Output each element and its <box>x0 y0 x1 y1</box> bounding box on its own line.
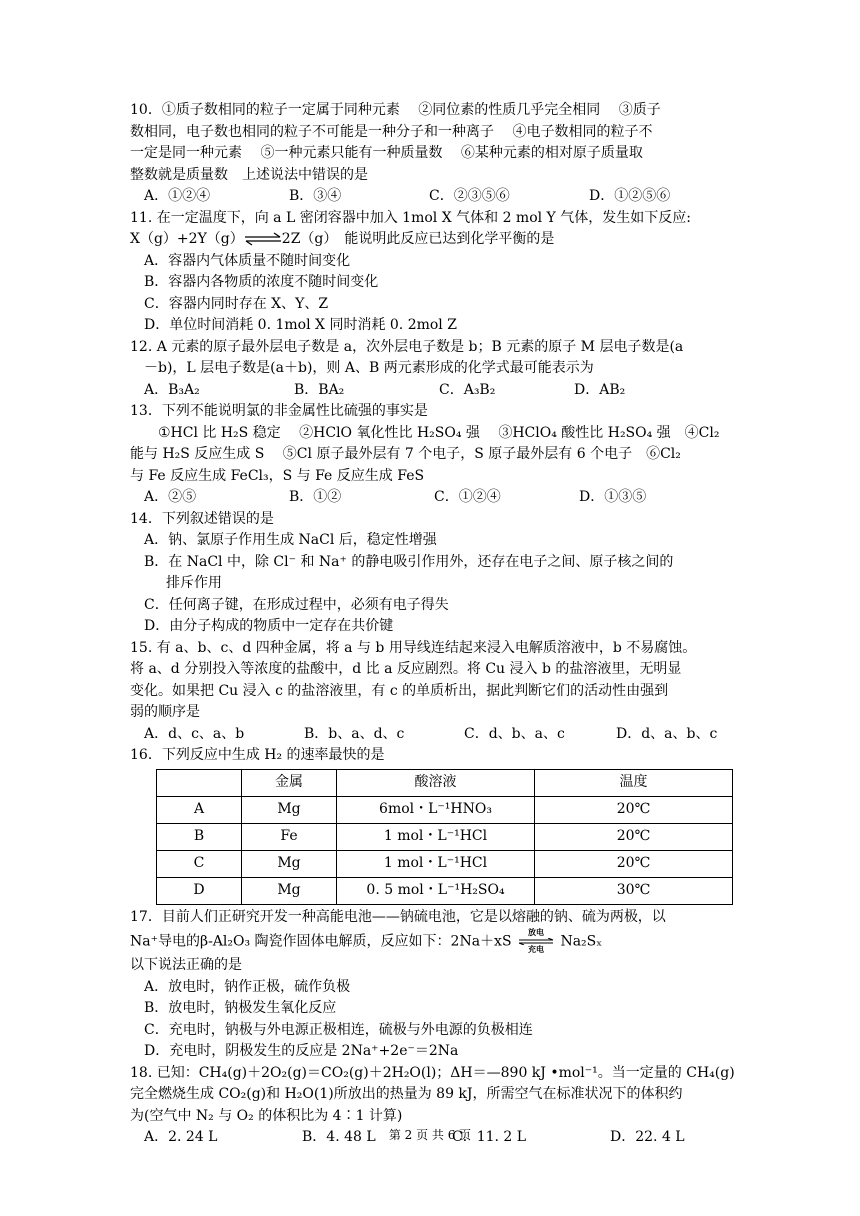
q15-line-1: 15. 有 a、b、c、d 四种金属，将 a 与 b 用导线连结起来浸入电解质溶液中，b 不易腐蚀。 <box>130 639 697 656</box>
q10-line-1: 10．①质子数相同的粒子一定属于同种元素 ②同位素的性质几乎完全相同 ③质子 <box>130 102 661 118</box>
q15-line-4: 弱的顺序是 <box>130 704 200 720</box>
q13-option-b: B．①② <box>289 489 342 505</box>
table-header-cell: 温度 <box>535 769 733 796</box>
q11-option-a: A．容器内气体质量不随时间变化 <box>144 252 351 269</box>
table-row <box>157 823 733 850</box>
table-row <box>157 850 733 877</box>
q15-line-3: 变化。如果把 Cu 浸入 c 的盐溶液里，有 c 的单质析出，据此判断它们的活动性由强到 <box>130 682 669 699</box>
q18-option-a: A．2. 24 L <box>144 1129 218 1145</box>
q11-eq-left: X（g）+2Y（g） <box>130 231 244 247</box>
q10-line-3: 一定是同一种元素 ⑤一种元素只能有一种质量数 ⑥某种元素的相对原子质量取 <box>130 145 643 161</box>
q10-option-c: C．②③⑤⑥ <box>429 188 510 204</box>
q10-option-a: A．①②④ <box>144 188 211 204</box>
table-cell: 20℃ <box>535 823 733 850</box>
q13-option-c: C．①②④ <box>434 489 501 505</box>
q14-option-a: A．钠、氯原子作用生成 NaCl 后，稳定性增强 <box>144 532 437 548</box>
question-16 <box>130 745 735 905</box>
q13-option-d: D．①③⑤ <box>579 489 647 505</box>
page-footer: 第 2 页 共 6 页 <box>388 1128 472 1142</box>
table-cell: A <box>157 796 242 823</box>
table-header-cell: 金属 <box>242 769 337 796</box>
reversible-arrow-icon <box>518 938 554 945</box>
q17-line-1: 17．目前人们正研究开发一种高能电池——钠硫电池，它是以熔融的钠、硫为两极，以 <box>130 908 666 925</box>
q14-option-c: C．任何离子键，在形成过程中，必须有电子得失 <box>144 596 449 613</box>
q15-options <box>130 724 735 746</box>
q14-option-d: D．由分子构成的物质中一定存在共价键 <box>144 618 394 634</box>
q17-line-2 <box>130 928 735 955</box>
table-row <box>157 796 733 823</box>
question-10 <box>130 100 735 208</box>
table-cell: C <box>157 850 242 877</box>
q12-option-c: C．A₃B₂ <box>439 381 496 398</box>
q15-option-d: D．d、a、b、c <box>616 725 718 742</box>
q15-option-a: A．d、c、a、b <box>144 725 245 742</box>
table-cell: 20℃ <box>535 850 733 877</box>
table-header-row <box>157 769 733 796</box>
table-cell: 1 mol・L⁻¹HCl <box>337 850 535 877</box>
table-cell: B <box>157 823 242 850</box>
question-11 <box>130 208 735 337</box>
q17-reaction-right: Na₂Sₓ <box>560 933 603 950</box>
q18-line-2: 完全燃烧生成 CO₂(g)和 H₂O(1)所放出的热量为 89 kJ，所需空气在标准状况下的体积约 <box>130 1086 683 1102</box>
table-cell: Mg <box>242 877 337 904</box>
equilibrium-arrow-icon <box>244 232 282 246</box>
q12-option-a: A．B₃A₂ <box>144 381 200 398</box>
q18-line-1: 18. 已知：CH₄(g)＋2O₂(g)＝CO₂(g)＋2H₂O(l)；ΔH＝—890 kJ •mol⁻¹。当一定量的 CH₄(g) <box>130 1064 735 1081</box>
q13-option-a: A．②⑤ <box>144 489 197 505</box>
table-cell: 1 mol・L⁻¹HCl <box>337 823 535 850</box>
reversible-arrow <box>516 928 556 955</box>
q15-option-c: C．d、b、a、c <box>464 725 565 742</box>
arrow-label-charge: 充电 <box>528 945 544 954</box>
q12-line-2: －b)，L 层电子数是(a＋b)，则 A、B 两元素形成的化学式最可能表示为 <box>144 360 594 376</box>
q18-option-d: D．22. 4 L <box>610 1129 685 1145</box>
q11-line-2 <box>130 229 735 251</box>
q13-line-4: 与 Fe 反应生成 FeCl₃，S 与 Fe 反应生成 FeS <box>130 467 425 484</box>
q11-option-b: B．容器内各物质的浓度不随时间变化 <box>144 274 379 290</box>
q13-line-3: 能与 H₂S 反应生成 S ⑤Cl 原子最外层有 7 个电子，S 原子最外层有 6 个电子 ⑥Cl₂ <box>130 446 681 462</box>
question-13 <box>130 401 735 509</box>
table-row <box>157 877 733 904</box>
q14-option-b-line-2: 排斥作用 <box>166 575 222 591</box>
question-14 <box>130 509 735 638</box>
q12-options <box>130 380 735 402</box>
table-cell: Mg <box>242 850 337 877</box>
question-12 <box>130 337 735 402</box>
q12-option-d: D．AB₂ <box>574 381 626 398</box>
table-cell: 0. 5 mol・L⁻¹H₂SO₄ <box>337 877 535 904</box>
q13-line-2: ①HCl 比 H₂S 稳定 ②HClO 氧化性比 H₂SO₄ 强 ③HClO₄ 酸性比 H₂SO₄ 强 ④Cl₂ <box>158 424 720 441</box>
q13-options <box>130 487 735 509</box>
q17-option-c: C．充电时，钠极与外电源正极相连，硫极与外电源的负极相连 <box>144 1021 533 1038</box>
q15-option-b: B．b、a、d、c <box>304 725 405 742</box>
table-cell: Fe <box>242 823 337 850</box>
q11-line-1: 11. 在一定温度下，向 a L 密闭容器中加入 1mol X 气体和 2 mol Y 气体，发生如下反应: <box>130 209 691 226</box>
table-cell: 6mol・L⁻¹HNO₃ <box>337 796 535 823</box>
exam-page <box>130 100 735 1149</box>
q10-line-4: 整数就是质量数 上述说法中错误的是 <box>130 166 368 183</box>
q16-line-1: 16．下列反应中生成 H₂ 的速率最快的是 <box>130 747 385 763</box>
question-17 <box>130 907 735 1063</box>
q14-option-b-line-1: B．在 NaCl 中，除 Cl⁻ 和 Na⁺ 的静电吸引作用外，还存在电子之间、原子核之间的 <box>144 553 674 570</box>
table-cell: 20℃ <box>535 796 733 823</box>
q12-line-1: 12. A 元素的原子最外层电子数是 a，次外层电子数是 b；B 元素的原子 M 层电子数是(a <box>130 338 684 355</box>
arrow-label-discharge: 放电 <box>528 928 544 937</box>
question-15 <box>130 638 735 746</box>
q10-line-2: 数相同，电子数也相同的粒子不可能是一种分子和一种离子 ④电子数相同的粒子不 <box>130 123 653 140</box>
q14-line-1: 14．下列叙述错误的是 <box>130 510 274 527</box>
table-cell: 30℃ <box>535 877 733 904</box>
q17-option-b: B．放电时，钠极发生氧化反应 <box>144 1000 337 1016</box>
q17-reaction-left: Na⁺导电的β-Al₂O₃ 陶瓷作固体电解质，反应如下：2Na＋xS <box>130 933 512 950</box>
table-header-cell <box>157 769 242 796</box>
q15-line-2: 将 a、d 分别投入等浓度的盐酸中，d 比 a 反应剧烈。将 Cu 浸入 b 的盐溶液里，无明显 <box>130 661 682 677</box>
q18-option-c: C．11. 2 L <box>452 1129 527 1145</box>
q11-eq-right: 2Z（g） 能说明此反应已达到化学平衡的是 <box>281 231 555 247</box>
q18-line-3: 为(空气中 N₂ 与 O₂ 的体积比为 4∶1 计算) <box>130 1107 403 1124</box>
table-cell: D <box>157 877 242 904</box>
rate-table <box>156 769 733 905</box>
q17-option-d: D．充电时，阴极发生的反应是 2Na⁺+2e⁻＝2Na <box>144 1043 459 1059</box>
q17-line-3: 以下说法正确的是 <box>130 957 242 973</box>
q18-option-b: B．4. 48 L <box>302 1129 376 1145</box>
q11-option-c: C．容器内同时存在 X、Y、Z <box>144 295 329 312</box>
q12-option-b: B．BA₂ <box>294 381 345 398</box>
q10-option-b: B．③④ <box>289 188 342 204</box>
q17-option-a: A．放电时，钠作正极，硫作负极 <box>144 978 351 995</box>
table-header-cell: 酸溶液 <box>337 769 535 796</box>
q13-line-1: 13．下列不能说明氯的非金属性比硫强的事实是 <box>130 403 428 419</box>
q10-option-d: D．①②⑤⑥ <box>589 188 671 204</box>
q11-option-d: D．单位时间消耗 0. 1mol X 同时消耗 0. 2mol Z <box>144 317 457 333</box>
table-cell: Mg <box>242 796 337 823</box>
q10-options <box>130 186 735 208</box>
